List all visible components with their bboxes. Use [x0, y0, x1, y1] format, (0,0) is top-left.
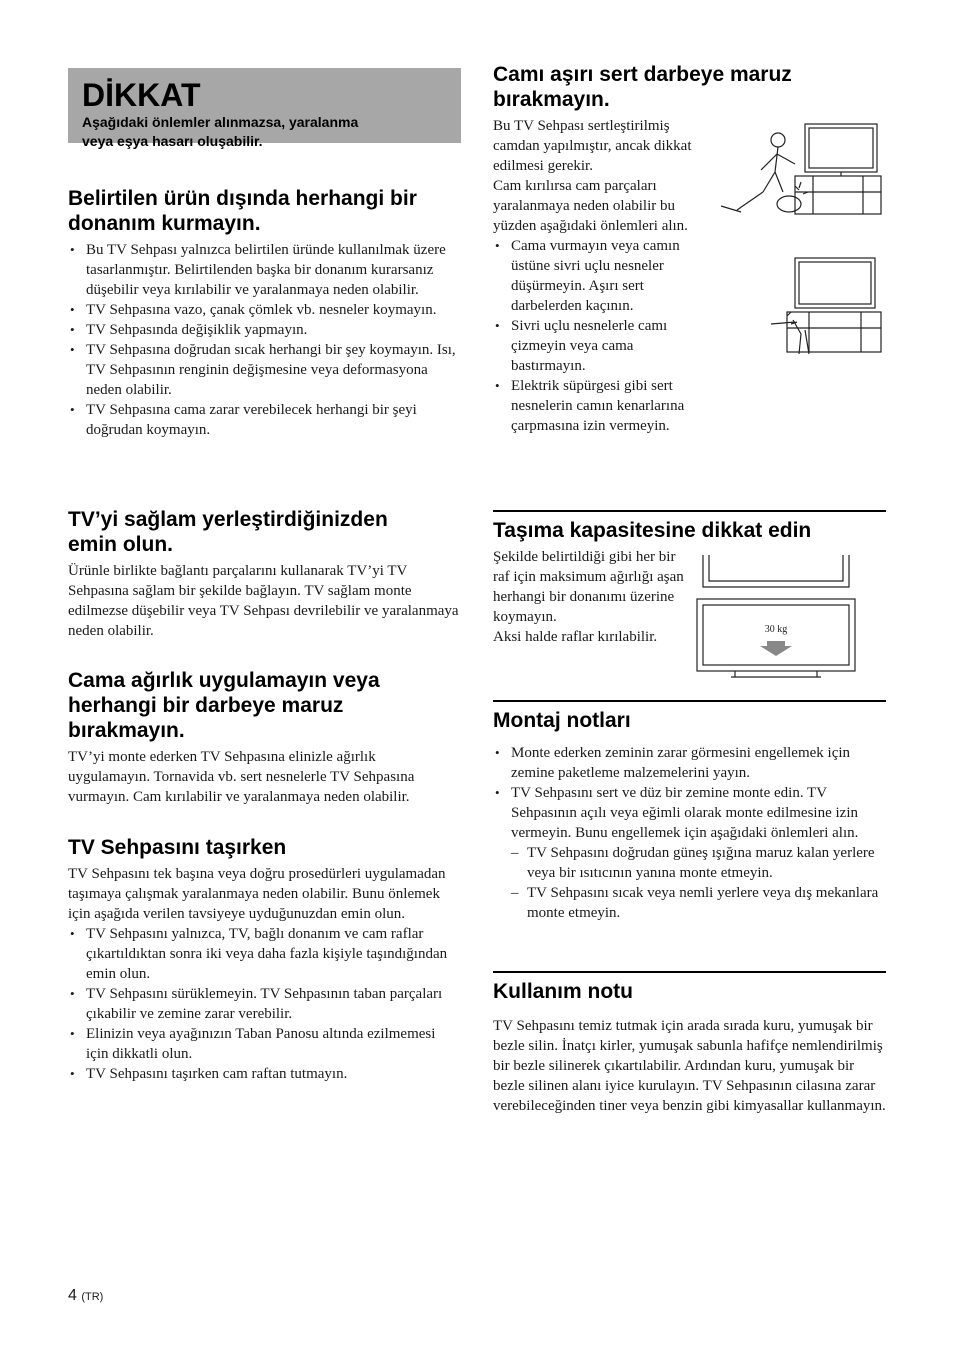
dash-list — [493, 843, 886, 923]
paragraph: Ürünle birlikte bağlantı parçalarını kullanarak TV’yi TV Sehpasına sağlam bir şekilde bağlayın. TV sağlam monte edilmezse düşebilir veya TV Sehpası devrilebilir ve yaralanmaya neden olabilir. — [68, 563, 459, 639]
section-heading — [493, 62, 886, 112]
heading-line: emin olun. — [68, 533, 173, 556]
list-item: • TV Sehpasını taşırken cam raftan tutmayın. — [68, 1064, 461, 1084]
list-item: • TV Sehpasına doğrudan sıcak herhangi bir şey koymayın. Isı, TV Sehpasının renginin değişmesine veya deformasyona neden olabilir. — [68, 340, 461, 400]
list-item: • Cama vurmayın veya camın üstüne sivri uçlu nesneler düşürmeyin. Aşırı sert darbelerden kaçının. — [493, 236, 698, 316]
section-installation-notes — [493, 700, 886, 923]
heading-line: bırakmayın. — [68, 719, 185, 742]
page-number: 4 — [68, 1287, 77, 1304]
section-usage-note — [493, 971, 886, 1116]
list-item: • TV Sehpasını yalnızca, TV, bağlı donanım ve cam raflar çıkartıldıktan sonra iki veya daha fazla kişiyle taşındığından emin olun. — [68, 924, 461, 984]
language-code: (TR) — [81, 1291, 104, 1303]
section-no-other-equipment — [68, 186, 461, 440]
list-item: • TV Sehpasında değişiklik yapmayın. — [68, 320, 461, 340]
banner-title: DİKKAT — [82, 77, 201, 113]
heading-line: Cama ağırlık uygulamayın veya — [68, 669, 380, 692]
bullet-list — [493, 236, 698, 436]
load-capacity-illustration — [695, 553, 857, 683]
section-no-weight-on-glass — [68, 668, 461, 807]
bullet-list — [68, 924, 461, 1084]
list-item: • TV Sehpasını sürüklemeyin. TV Sehpasının taban parçaları çıkabilir ve zemine zarar verebilir. — [68, 984, 461, 1024]
heading-line: donanım kurmayın. — [68, 212, 261, 235]
section-heading: Kullanım notu — [493, 980, 633, 1003]
paragraph: Bu TV Sehpası sertleştirilmiş camdan yapılmıştır, ancak dikkat edilmesi gerekir. — [493, 118, 692, 174]
section-heading — [68, 186, 461, 236]
screwdriver-illustration — [765, 254, 885, 359]
arrow-down-icon — [760, 641, 792, 656]
paragraph: TV Sehpasını tek başına veya doğru prosedürleri uygulamadan taşımaya çalışmak yaralanmaya neden olabilir. Bunu önlemek için aşağıda verilen tavsiyeye uyduğunuzdan emin olun. — [68, 866, 446, 922]
banner-subtitle-line: veya eşya hasarı oluşabilir. — [82, 133, 263, 149]
list-item: • Elektrik süpürgesi gibi sert nesnelerin camın kenarlarına çarpmasına izin vermeyin. — [493, 376, 698, 436]
section-secure-tv — [68, 507, 461, 641]
load-text-block — [493, 547, 688, 647]
list-item: • TV Sehpasını sert ve düz bir zemine monte edin. TV Sehpasının açılı veya eğimli olarak monte edilmesine izin vermeyin. Bunu engellemek için aşağıdaki önlemleri alın. — [493, 783, 886, 843]
list-item: • Elinizin veya ayağınızın Taban Panosu altında ezilmemesi için dikkatli olun. — [68, 1024, 461, 1064]
bullet-list — [68, 240, 461, 440]
paragraph: Cam kırılırsa cam parçaları yaralanmaya neden olabilir bu yüzden aşağıdaki önlemleri alın. — [493, 178, 688, 234]
section-heading: Taşıma kapasitesine dikkat edin — [493, 519, 812, 542]
banner-subtitle-line: Aşağıdaki önlemler alınmazsa, yaralanma — [82, 114, 359, 130]
heading-line: TV’yi sağlam yerleştirdiğinizden — [68, 508, 388, 531]
section-glass-impact — [493, 62, 886, 436]
banner-subtitle — [82, 113, 447, 151]
section-heading: Montaj notları — [493, 709, 631, 732]
list-item: – TV Sehpasını doğrudan güneş ışığına maruz kalan yerlere veya bir ısıtıcının yanına monte etmeyin. — [509, 843, 886, 883]
list-item: • TV Sehpasına vazo, çanak çömlek vb. nesneler koymayın. — [68, 300, 461, 320]
section-heading: TV Sehpasını taşırken — [68, 836, 287, 859]
bullet-list — [493, 743, 886, 843]
list-item: • Bu TV Sehpası yalnızca belirtilen üründe kullanılmak üzere tasarlanmıştır. Belirtilenden başka bir donanım kurarsanız düşebilir veya kırılabilir ve yaralanmaya neden olabilir. — [68, 240, 461, 300]
glass-text-block — [493, 116, 698, 436]
heading-line: bırakmayın. — [493, 88, 610, 111]
section-heading — [68, 668, 461, 743]
heading-line: Belirtilen ürün dışında herhangi bir — [68, 187, 417, 210]
section-moving-stand — [68, 835, 461, 1084]
list-item: • Sivri uçlu nesnelerle camı çizmeyin veya cama bastırmayın. — [493, 316, 698, 376]
list-item: – TV Sehpasını sıcak veya nemli yerlere veya dış mekanlara monte etmeyin. — [509, 883, 886, 923]
list-item: • Monte ederken zeminin zarar görmesini engellemek için zemine paketleme malzemelerini yayın. — [493, 743, 886, 783]
weight-label: 30 kg — [764, 624, 788, 635]
heading-line: Camı aşırı sert darbeye maruz — [493, 63, 792, 86]
paragraph: TV Sehpasını temiz tutmak için arada sırada kuru, yumuşak bir bezle silin. İnatçı kirler, yumuşak sabunla hafifçe nemlendirilmiş bir bezle silinerek çıkartılabilir. Ardından kuru, yumuşak bir bezle silinen alanı iyice kurulayın. TV Sehpasının cilasına zarar verebileceğinden tiner veya benzin gibi kimyasallar kullanmayın. — [493, 1018, 886, 1114]
section-heading — [68, 507, 461, 557]
paragraph: Aksi halde raflar kırılabilir. — [493, 629, 658, 645]
page-footer — [68, 1287, 103, 1305]
left-column — [68, 68, 461, 1082]
vacuum-illustration — [713, 120, 888, 220]
caution-banner — [68, 68, 461, 149]
heading-line: herhangi bir darbeye maruz — [68, 694, 344, 717]
list-item: • TV Sehpasına cama zarar verebilecek herhangi bir şeyi doğrudan koymayın. — [68, 400, 461, 440]
paragraph: Şekilde belirtildiği gibi her bir raf için maksimum ağırlığı aşan herhangi bir donanımı üzerine koymayın. — [493, 549, 684, 625]
paragraph: TV’yi monte ederken TV Sehpasına elinizle ağırlık uygulamayın. Tornavida vb. sert nesnelerle TV Sehpasına vurmayın. Cam kırılabilir ve yaralanmaya neden olabilir. — [68, 749, 415, 805]
